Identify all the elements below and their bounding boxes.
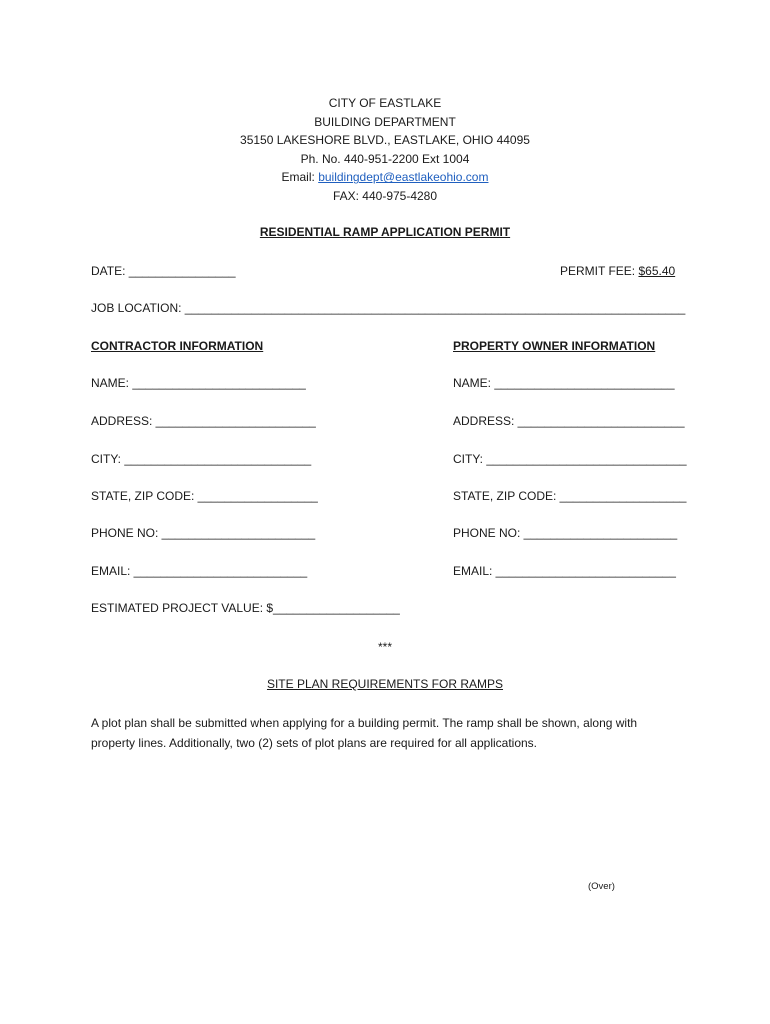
owner-phone-field[interactable]: PHONE NO: _______________________ xyxy=(453,526,678,540)
department-address: 35150 LAKESHORE BLVD., EASTLAKE, OHIO 44095 xyxy=(240,133,530,148)
owner-city-field[interactable]: CITY: ______________________________ xyxy=(453,452,687,466)
site-plan-paragraph xyxy=(91,713,683,753)
section-separator: *** xyxy=(377,640,392,654)
owner-name-field[interactable]: NAME: ___________________________ xyxy=(453,376,675,390)
email-link[interactable]: buildingdept@eastlakeohio.com xyxy=(318,170,489,185)
department-name: BUILDING DEPARTMENT xyxy=(314,114,456,129)
permit-fee-value: $65.40 xyxy=(638,264,676,278)
site-plan-line: property lines. Additionally, two (2) sets of plot plans are required for all applications. xyxy=(91,736,538,750)
city-name: CITY OF EASTLAKE xyxy=(328,96,442,110)
site-plan-line: A plot plan shall be submitted when applying for a building permit. The ramp shall be shown, along with xyxy=(91,716,638,730)
estimated-value-field[interactable]: ESTIMATED PROJECT VALUE: $___________________ xyxy=(91,601,400,615)
letterhead xyxy=(0,94,770,206)
date-field[interactable]: DATE: ________________ xyxy=(91,264,236,278)
over-note: (Over) xyxy=(588,881,615,892)
owner-address-field[interactable]: ADDRESS: _________________________ xyxy=(453,414,685,428)
department-phone: Ph. No. 440-951-2200 Ext 1004 xyxy=(300,151,470,166)
form-title: RESIDENTIAL RAMP APPLICATION PERMIT xyxy=(259,225,511,239)
permit-fee xyxy=(560,264,675,278)
contractor-phone-field[interactable]: PHONE NO: _______________________ xyxy=(91,526,316,540)
job-location-field[interactable]: JOB LOCATION: ___________________________________________________________________________ xyxy=(91,301,686,315)
contractor-address-field[interactable]: ADDRESS: ________________________ xyxy=(91,414,316,428)
contractor-city-field[interactable]: CITY: ____________________________ xyxy=(91,452,312,466)
contractor-state-zip-field[interactable]: STATE, ZIP CODE: __________________ xyxy=(91,489,318,503)
contractor-name-field[interactable]: NAME: __________________________ xyxy=(91,376,306,390)
contractor-heading: CONTRACTOR INFORMATION xyxy=(91,339,264,353)
email-line xyxy=(0,168,770,187)
site-plan-title: SITE PLAN REQUIREMENTS FOR RAMPS xyxy=(266,677,504,691)
department-fax: FAX: 440-975-4280 xyxy=(332,188,438,203)
owner-heading: PROPERTY OWNER INFORMATION xyxy=(453,339,656,353)
permit-fee-label: PERMIT FEE: xyxy=(560,264,639,278)
contractor-email-field[interactable]: EMAIL: __________________________ xyxy=(91,564,308,578)
owner-email-field[interactable]: EMAIL: ___________________________ xyxy=(453,564,676,578)
email-label: Email: xyxy=(281,170,319,185)
owner-state-zip-field[interactable]: STATE, ZIP CODE: ___________________ xyxy=(453,489,687,503)
